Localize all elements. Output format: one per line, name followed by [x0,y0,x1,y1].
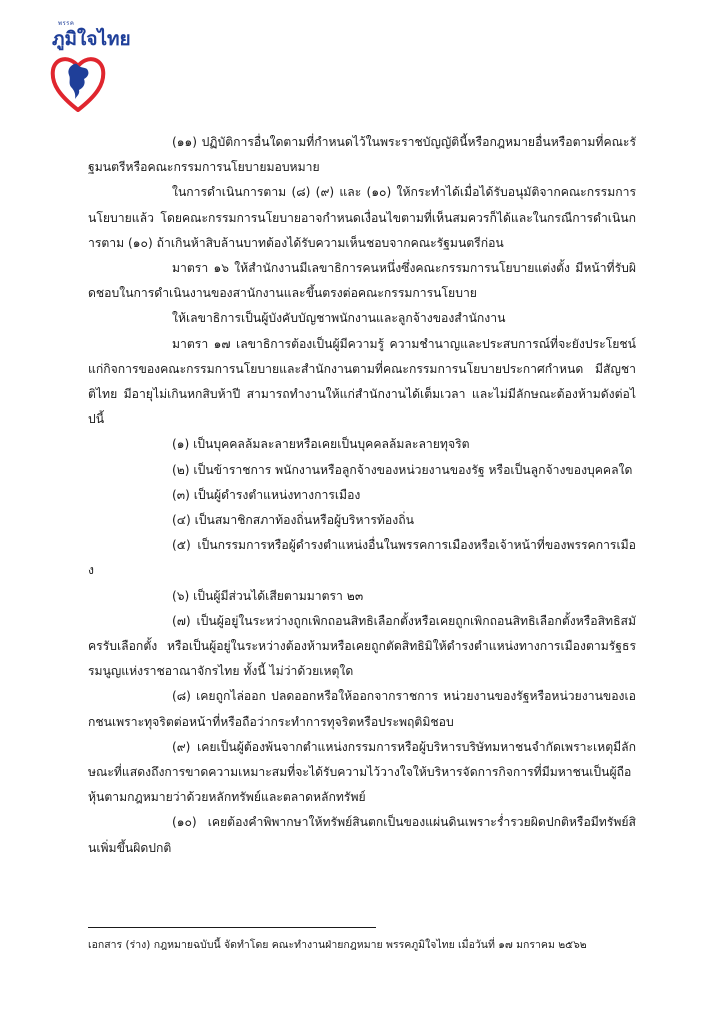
list-item: (๑) เป็นบุคคลล้มละลายหรือเคยเป็นบุคคลล้มละลายทุจริต [172,437,470,452]
logo-small-text: พรรค [58,20,75,27]
document-body [88,130,636,861]
logo-wordmark: ภูมิใจไทย [52,28,131,50]
paragraph-11-duty: (๑๑) ปฏิบัติการอื่นใดตามที่กำหนดไว้ในพระราชบัญญัตินี้หรือกฎหมายอื่นหรือตามที่คณะรัฐมนตรีหรือคณะกรรมการนโยบายมอบหมาย [88,135,636,175]
list-item: (๓) เป็นผู้ดำรงตำแหน่งทางการเมือง [172,487,361,502]
list-item: (๒) เป็นข้าราชการ พนักงานหรือลูกจ้างของหน่วยงานของรัฐ หรือเป็นลูกจ้างของบุคคลใด [172,462,633,477]
footnote-divider [88,927,376,928]
paragraph-section-16: มาตรา ๑๖ ให้สำนักงานมีเลขาธิการคนหนึ่งซึ่งคณะกรรมการนโยบายแต่งตั้ง มีหน้าที่รับผิดชอบในการดำเนินงานของสานักงานและขึ้นตรงต่อคณะกรรมการนโยบาย [88,261,636,301]
footnote: เอกสาร (ร่าง) กฎหมายฉบับนี้ จัดทำโดย คณะทำงานฝ่ายกฎหมาย พรรคภูมิใจไทย เมื่อวันที่ ๑๗ มกราคม ๒๕๖๒ [88,939,587,951]
paragraph-secretary-general: ให้เลขาธิการเป็นผู้บังคับบัญชาพนักงานและลูกจ้างของสำนักงาน [172,311,506,326]
heart-map-icon [50,50,106,114]
list-item: (๑๐) เคยต้องคำพิพากษาให้ทรัพย์สินตกเป็นของแผ่นดินเพราะร่ำรวยผิดปกติหรือมีทรัพย์สินเพิ่มขึ้นผิดปกติ [88,815,636,855]
paragraph-approval: ในการดำเนินการตาม (๘) (๙) และ (๑๐) ให้กระทำได้เมื่อได้รับอนุมัติจากคณะกรรมการนโยบายแล้ว โดยคณะกรรมการนโยบายอาจกำหนดเงื่อนไขตามที่เห็นสมควรก็ได้และในกรณีการดำเนินการตาม (๑๐) ถ้าเกินห้าสิบล้านบาทต้องได้รับความเห็นชอบจากคณะรัฐมนตรีก่อน [88,185,636,250]
list-item: (๔) เป็นสมาชิกสภาท้องถิ่นหรือผู้บริหารท้องถิ่น [172,513,414,528]
list-item: (๗) เป็นผู้อยู่ในระหว่างถูกเพิกถอนสิทธิเลือกตั้งหรือเคยถูกเพิกถอนสิทธิเลือกตั้งหรือสิทธิสมัครรับเลือกตั้ง หรือเป็นผู้อยู่ในระหว่างต้องห้ามหรือเคยถูกตัดสิทธิมิให้ดำรงตำแหน่งทางการเมืองตามรัฐธรรมนูญแห่งราชอาณาจักรไทย ทั้งนี้ ไม่ว่าด้วยเหตุใด [88,613,636,679]
list-item: (๖) เป็นผู้มีส่วนได้เสียตามมาตรา ๒๓ [172,588,364,603]
list-item: (๙) เคยเป็นผู้ต้องพ้นจากตำแหน่งกรรมการหรือผู้บริหารบริษัทมหาชนจำกัดเพราะเหตุมีลักษณะที่แสดงถึงการขาดความเหมาะสมที่จะได้รับความไว้วางใจให้บริหารจัดการกิจการที่มีมหาชนเป็นผู้ถือหุ้นตามกฎหมายว่าด้วยหลักทรัพย์และตลาดหลักทรัพย์ [88,739,636,805]
paragraph-section-17: มาตรา ๑๗ เลขาธิการต้องเป็นผู้มีความรู้ ความชำนาญและประสบการณ์ที่จะยังประโยชน์แก่กิจการของคณะกรรมการนโยบายและสำนักงานตามที่คณะกรรมการนโยบายประกาศกำหนด มีสัญชาติไทย มีอายุไม่เกินหกสิบห้าปี สามารถทำงานให้แก่สำนักงานได้เต็มเวลา และไม่มีลักษณะต้องห้ามดังต่อไปนี้ [88,336,636,427]
list-item: (๘) เคยถูกไล่ออก ปลดออกหรือให้ออกจากราชการ หน่วยงานของรัฐหรือหน่วยงานของเอกชนเพราะทุจริตต่อหน้าที่หรือถือว่ากระทำการทุจริตหรือประพฤติมิชอบ [88,689,636,729]
list-item: (๕) เป็นกรรมการหรือผู้ดำรงตำแหน่งอื่นในพรรคการเมืองหรือเจ้าหน้าที่ของพรรคการเมือง [88,538,636,578]
party-logo [38,16,131,128]
